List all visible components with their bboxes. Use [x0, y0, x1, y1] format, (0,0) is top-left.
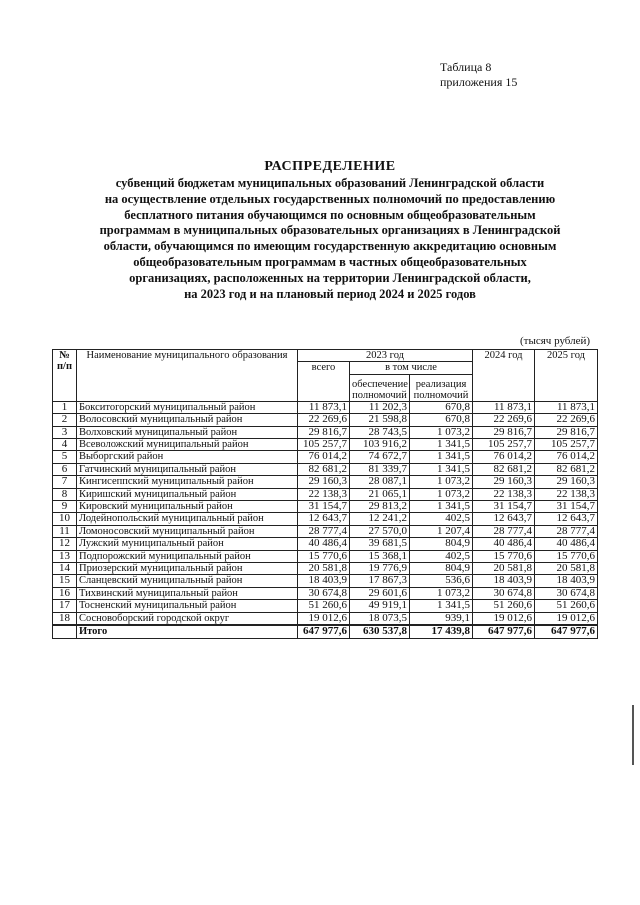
realization-2023: 1 341,5 — [410, 501, 473, 513]
total-2023: 82 681,2 — [298, 463, 350, 475]
realization-2023: 1 341,5 — [410, 600, 473, 612]
municipality-name: Сосновоборский городской округ — [77, 612, 298, 625]
realization-2023: 1 073,2 — [410, 587, 473, 599]
total-2023: 18 403,9 — [298, 575, 350, 587]
row-number: 3 — [53, 426, 77, 438]
amount-2024: 22 138,3 — [473, 488, 535, 500]
municipality-name: Тихвинский муниципальный район — [77, 587, 298, 599]
table-row — [53, 439, 598, 451]
table-row — [53, 550, 598, 562]
row-number: 1 — [53, 401, 77, 413]
total-2023: 31 154,7 — [298, 501, 350, 513]
header-realization: реализация полномочий — [410, 374, 473, 401]
total-2023: 28 777,4 — [298, 525, 350, 537]
total-2023: 29 160,3 — [298, 476, 350, 488]
municipality-name: Киришский муниципальный район — [77, 488, 298, 500]
header-2025: 2025 год — [535, 350, 598, 402]
municipality-name: Тосненский муниципальный район — [77, 600, 298, 612]
totals-provision: 630 537,8 — [350, 625, 410, 638]
row-number: 16 — [53, 587, 77, 599]
amount-2025: 105 257,7 — [535, 439, 598, 451]
totals-2023: 647 977,6 — [298, 625, 350, 638]
provision-2023: 29 813,2 — [350, 501, 410, 513]
table-row — [53, 463, 598, 475]
header-provision: обеспечение полномочий — [350, 374, 410, 401]
amount-2025: 22 269,6 — [535, 414, 598, 426]
total-2023: 22 138,3 — [298, 488, 350, 500]
provision-2023: 103 916,2 — [350, 439, 410, 451]
table-row — [53, 587, 598, 599]
municipality-name: Кингисеппский муниципальный район — [77, 476, 298, 488]
amount-2024: 20 581,8 — [473, 563, 535, 575]
amount-2024: 22 269,6 — [473, 414, 535, 426]
row-number: 17 — [53, 600, 77, 612]
amount-2024: 29 160,3 — [473, 476, 535, 488]
amount-2025: 76 014,2 — [535, 451, 598, 463]
row-number: 2 — [53, 414, 77, 426]
row-number: 10 — [53, 513, 77, 525]
table-number: Таблица 8 — [440, 60, 492, 74]
table-row — [53, 414, 598, 426]
totals-realization: 17 439,8 — [410, 625, 473, 638]
amount-2025: 28 777,4 — [535, 525, 598, 537]
table-row — [53, 513, 598, 525]
realization-2023: 804,9 — [410, 563, 473, 575]
amount-2025: 31 154,7 — [535, 501, 598, 513]
realization-2023: 804,9 — [410, 538, 473, 550]
total-2023: 30 674,8 — [298, 587, 350, 599]
municipality-name: Кировский муниципальный район — [77, 501, 298, 513]
amount-2024: 11 873,1 — [473, 401, 535, 413]
table-row — [53, 451, 598, 463]
header-name: Наименование муниципального образования — [77, 350, 298, 402]
realization-2023: 402,5 — [410, 513, 473, 525]
municipality-name: Ломоносовский муниципальный район — [77, 525, 298, 537]
provision-2023: 21 065,1 — [350, 488, 410, 500]
municipality-name: Сланцевский муниципальный район — [77, 575, 298, 587]
total-2023: 11 873,1 — [298, 401, 350, 413]
total-2023: 15 770,6 — [298, 550, 350, 562]
realization-2023: 1 207,4 — [410, 525, 473, 537]
amount-2024: 30 674,8 — [473, 587, 535, 599]
provision-2023: 39 681,5 — [350, 538, 410, 550]
amount-2025: 11 873,1 — [535, 401, 598, 413]
provision-2023: 15 368,1 — [350, 550, 410, 562]
total-2023: 19 012,6 — [298, 612, 350, 625]
total-2023: 51 260,6 — [298, 600, 350, 612]
realization-2023: 670,8 — [410, 401, 473, 413]
row-number: 18 — [53, 612, 77, 625]
amount-2024: 76 014,2 — [473, 451, 535, 463]
units-label: (тысяч рублей) — [520, 335, 591, 347]
municipality-name: Лужский муниципальный район — [77, 538, 298, 550]
realization-2023: 402,5 — [410, 550, 473, 562]
amount-2024: 51 260,6 — [473, 600, 535, 612]
amount-2025: 82 681,2 — [535, 463, 598, 475]
total-2023: 12 643,7 — [298, 513, 350, 525]
amount-2024: 18 403,9 — [473, 575, 535, 587]
provision-2023: 28 087,1 — [350, 476, 410, 488]
table-row — [53, 401, 598, 413]
amount-2024: 12 643,7 — [473, 513, 535, 525]
document-subtitle: субвенций бюджетам муниципальных образований Ленинградской области на осуществление отдельных государственных полномочий по предоставлению бесплатного питания обучающимся по основным общеобразовательным программам в муниципальных образовательных организациях в Ленинградской области, обучающимся по имеющим государственную аккредитацию основным общеобразовательным программам в частных общеобразовательных организациях, расположенных на территории Ленинградской области, на 2023 год и на плановый период 2024 и 2025 годов — [99, 176, 561, 301]
amount-2025: 40 486,4 — [535, 538, 598, 550]
totals-label: Итого — [77, 625, 298, 638]
amount-2024: 15 770,6 — [473, 550, 535, 562]
realization-2023: 1 073,2 — [410, 426, 473, 438]
header-including: в том числе — [350, 362, 473, 374]
realization-2023: 939,1 — [410, 612, 473, 625]
table-row — [53, 538, 598, 550]
amount-2024: 105 257,7 — [473, 439, 535, 451]
row-number: 11 — [53, 525, 77, 537]
table-row — [53, 426, 598, 438]
provision-2023: 17 867,3 — [350, 575, 410, 587]
page-edge-mark — [632, 705, 634, 765]
provision-2023: 74 672,7 — [350, 451, 410, 463]
row-number: 14 — [53, 563, 77, 575]
amount-2025: 29 160,3 — [535, 476, 598, 488]
realization-2023: 1 073,2 — [410, 488, 473, 500]
row-number: 5 — [53, 451, 77, 463]
table-row — [53, 575, 598, 587]
table-row — [53, 525, 598, 537]
amount-2025: 51 260,6 — [535, 600, 598, 612]
municipality-name: Приозерский муниципальный район — [77, 563, 298, 575]
document-title: РАСПРЕДЕЛЕНИЕ — [264, 159, 396, 174]
row-number: 8 — [53, 488, 77, 500]
realization-2023: 1 341,5 — [410, 451, 473, 463]
table-row — [53, 612, 598, 625]
amount-2025: 29 816,7 — [535, 426, 598, 438]
appendix-number: приложения 15 — [440, 75, 518, 89]
municipality-name: Выборгский район — [77, 451, 298, 463]
municipality-name: Лодейнопольский муниципальный район — [77, 513, 298, 525]
municipality-name: Подпорожский муниципальный район — [77, 550, 298, 562]
municipality-name: Бокситогорский муниципальный район — [77, 401, 298, 413]
realization-2023: 670,8 — [410, 414, 473, 426]
title-block — [60, 158, 600, 302]
header-2023: 2023 год — [298, 350, 473, 362]
totals-2024: 647 977,6 — [473, 625, 535, 638]
amount-2025: 18 403,9 — [535, 575, 598, 587]
amount-2024: 19 012,6 — [473, 612, 535, 625]
municipality-name: Всеволожский муниципальный район — [77, 439, 298, 451]
amount-2024: 31 154,7 — [473, 501, 535, 513]
table-row — [53, 600, 598, 612]
table-row — [53, 476, 598, 488]
provision-2023: 27 570,0 — [350, 525, 410, 537]
row-number: 7 — [53, 476, 77, 488]
amount-2024: 40 486,4 — [473, 538, 535, 550]
table-row — [53, 563, 598, 575]
amount-2025: 12 643,7 — [535, 513, 598, 525]
totals-blank — [53, 625, 77, 638]
realization-2023: 1 341,5 — [410, 439, 473, 451]
row-number: 6 — [53, 463, 77, 475]
header-num: № п/п — [53, 350, 77, 402]
amount-2024: 29 816,7 — [473, 426, 535, 438]
amount-2025: 19 012,6 — [535, 612, 598, 625]
total-2023: 76 014,2 — [298, 451, 350, 463]
municipality-name: Волховский муниципальный район — [77, 426, 298, 438]
provision-2023: 21 598,8 — [350, 414, 410, 426]
totals-2025: 647 977,6 — [535, 625, 598, 638]
header-2024: 2024 год — [473, 350, 535, 402]
provision-2023: 49 919,1 — [350, 600, 410, 612]
table-body — [53, 401, 598, 638]
total-2023: 29 816,7 — [298, 426, 350, 438]
amount-2024: 82 681,2 — [473, 463, 535, 475]
amount-2025: 15 770,6 — [535, 550, 598, 562]
row-number: 9 — [53, 501, 77, 513]
amount-2025: 30 674,8 — [535, 587, 598, 599]
municipality-name: Волосовский муниципальный район — [77, 414, 298, 426]
provision-2023: 81 339,7 — [350, 463, 410, 475]
total-2023: 105 257,7 — [298, 439, 350, 451]
provision-2023: 19 776,9 — [350, 563, 410, 575]
municipality-name: Гатчинский муниципальный район — [77, 463, 298, 475]
realization-2023: 536,6 — [410, 575, 473, 587]
totals-row — [53, 625, 598, 638]
row-number: 12 — [53, 538, 77, 550]
table-row — [53, 501, 598, 513]
total-2023: 40 486,4 — [298, 538, 350, 550]
header-total: всего — [298, 362, 350, 401]
total-2023: 22 269,6 — [298, 414, 350, 426]
amount-2024: 28 777,4 — [473, 525, 535, 537]
realization-2023: 1 073,2 — [410, 476, 473, 488]
table-row — [53, 488, 598, 500]
amount-2025: 20 581,8 — [535, 563, 598, 575]
total-2023: 20 581,8 — [298, 563, 350, 575]
row-number: 15 — [53, 575, 77, 587]
provision-2023: 18 073,5 — [350, 612, 410, 625]
provision-2023: 12 241,2 — [350, 513, 410, 525]
provision-2023: 11 202,3 — [350, 401, 410, 413]
realization-2023: 1 341,5 — [410, 463, 473, 475]
row-number: 4 — [53, 439, 77, 451]
row-number: 13 — [53, 550, 77, 562]
amount-2025: 22 138,3 — [535, 488, 598, 500]
provision-2023: 29 601,6 — [350, 587, 410, 599]
table-reference — [440, 60, 517, 90]
distribution-table — [52, 349, 598, 639]
provision-2023: 28 743,5 — [350, 426, 410, 438]
